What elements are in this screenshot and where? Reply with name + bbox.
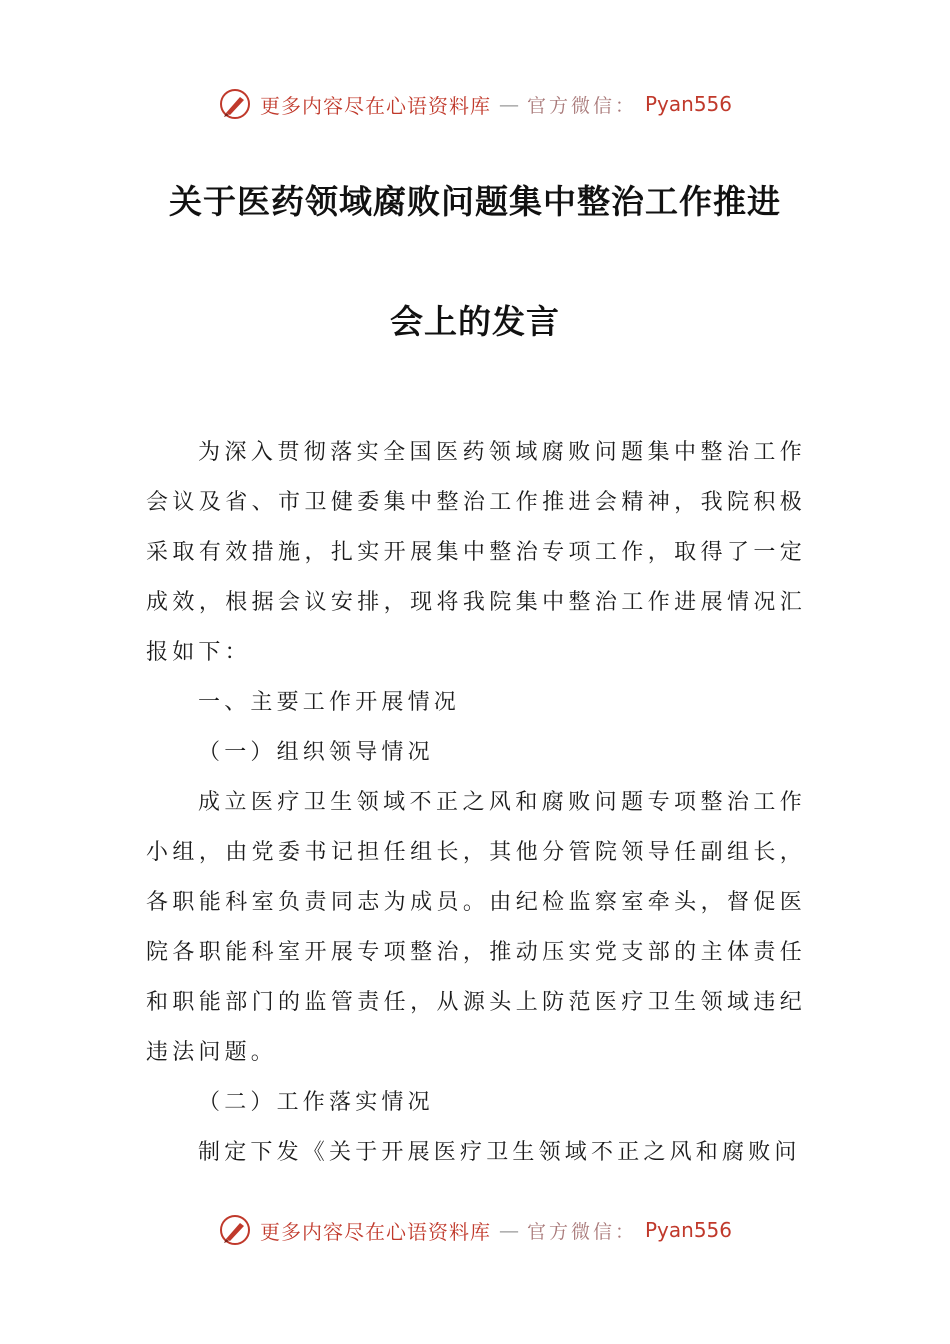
watermark-footer bbox=[0, 1210, 950, 1250]
body-paragraph: 成立医疗卫生领域不正之风和腐败问题专项整治工作小组，由党委书记担任组长，其他分管院领导任副组长，各职能科室负责同志为成员。由纪检监察室牵头，督促医院各职能科室开展专项整治，推动压实党支部的主体责任和职能部门的监管责任，从源头上防范医疗卫生领域违纪违法问题。 bbox=[146, 790, 806, 1065]
watermark-separator: — bbox=[498, 92, 519, 116]
document-body bbox=[146, 428, 806, 1178]
watermark-main-text: 更多内容尽在心语资料库 bbox=[259, 93, 491, 118]
watermark-header bbox=[0, 84, 950, 124]
watermark-main-text: 更多内容尽在心语资料库 bbox=[259, 1219, 491, 1244]
subsection-heading: （一）组织领导情况 bbox=[198, 740, 434, 765]
intro-paragraph: 为深入贯彻落实全国医药领域腐败问题集中整治工作会议及省、市卫健委集中整治工作推进会精神，我院积极采取有效措施，扎实开展集中整治专项工作，取得了一定成效，根据会议安排，现将我院集中整治工作进展情况汇报如下： bbox=[146, 440, 806, 665]
watermark-label: 官方微信： bbox=[526, 94, 637, 117]
subsection-heading: （二）工作落实情况 bbox=[198, 1090, 434, 1115]
watermark-wechat-id: Pyan556 bbox=[645, 92, 733, 116]
watermark-wechat-id: Pyan556 bbox=[645, 1218, 733, 1242]
pen-logo-icon bbox=[218, 1213, 252, 1247]
pen-logo-icon bbox=[218, 87, 252, 121]
watermark-separator: — bbox=[498, 1218, 519, 1242]
document-title-line2: 会上的发言 bbox=[390, 302, 560, 341]
body-paragraph: 制定下发《关于开展医疗卫生领域不正之风和腐败问 bbox=[198, 1140, 801, 1165]
document-title-line1: 关于医药领域腐败问题集中整治工作推进 bbox=[169, 182, 781, 221]
watermark-label: 官方微信： bbox=[526, 1220, 637, 1243]
section-heading: 一、主要工作开展情况 bbox=[198, 690, 461, 715]
